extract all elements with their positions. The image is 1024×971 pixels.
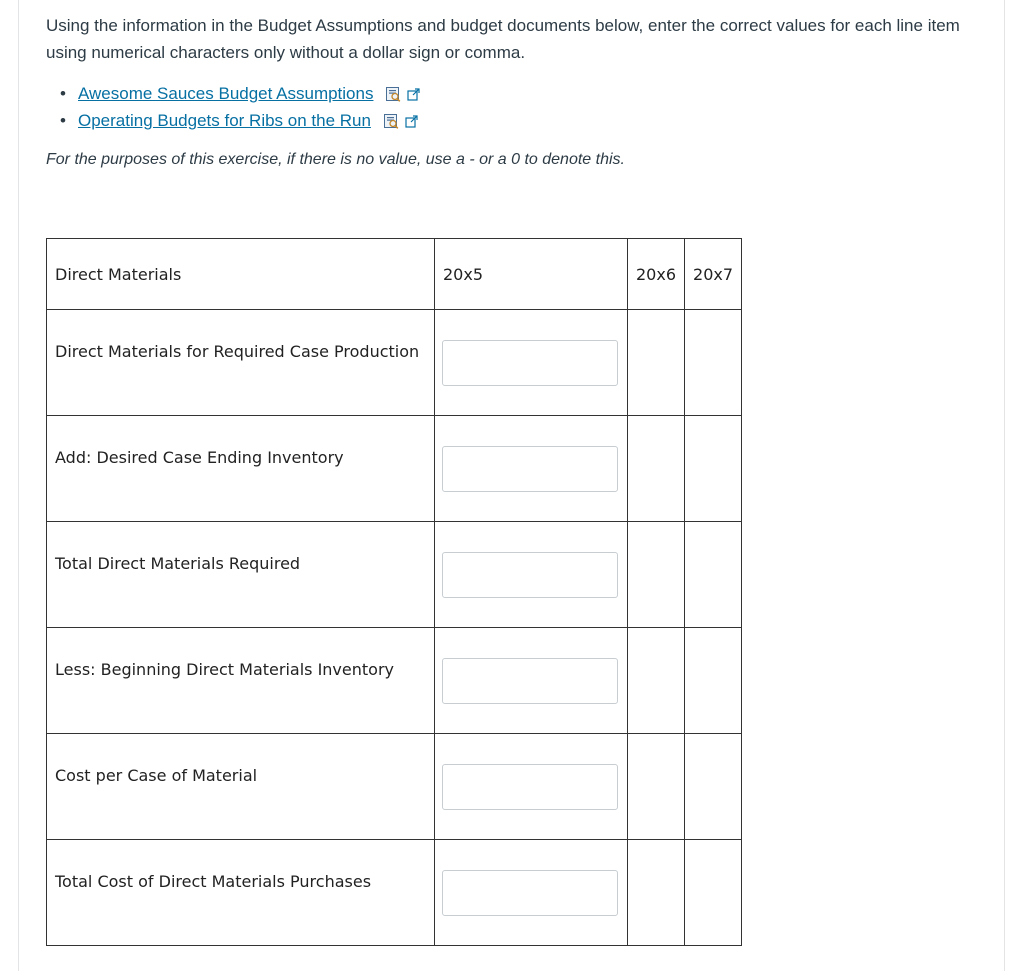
list-item	[60, 80, 966, 107]
list-item	[60, 107, 966, 134]
table-row	[47, 840, 742, 946]
row-label: Direct Materials for Required Case Production	[55, 342, 420, 361]
empty-cell	[685, 416, 742, 522]
answer-input-ending-inventory[interactable]	[442, 446, 618, 492]
row-label: Total Cost of Direct Materials Purchases	[55, 872, 372, 891]
row-label-cell	[47, 734, 435, 840]
document-preview-icon[interactable]	[385, 86, 401, 102]
answer-input-cost-per-case[interactable]	[442, 764, 618, 810]
row-label: Add: Desired Case Ending Inventory	[55, 448, 344, 467]
empty-cell	[628, 522, 685, 628]
empty-cell	[628, 416, 685, 522]
answer-cell	[435, 628, 628, 734]
row-label: Total Direct Materials Required	[55, 554, 301, 573]
column-header-20x7: 20x7	[685, 239, 742, 310]
column-header-20x5: 20x5	[435, 239, 628, 310]
bullet: •	[60, 84, 66, 103]
external-link-icon	[405, 115, 418, 128]
table-row	[47, 628, 742, 734]
direct-materials-budget-table	[46, 238, 742, 946]
table-row	[47, 416, 742, 522]
table-row	[47, 734, 742, 840]
answer-cell	[435, 840, 628, 946]
row-label-cell	[47, 310, 435, 416]
empty-cell	[628, 310, 685, 416]
operating-budgets-link[interactable]: Operating Budgets for Ribs on the Run	[78, 111, 371, 130]
empty-cell	[685, 522, 742, 628]
answer-input-total-cost[interactable]	[442, 870, 618, 916]
answer-input-beginning-inventory[interactable]	[442, 658, 618, 704]
answer-input-total-required[interactable]	[442, 552, 618, 598]
bullet: •	[60, 111, 66, 130]
table-row	[47, 522, 742, 628]
instruction-note: For the purposes of this exercise, if there is no value, use a - or a 0 to denote this.	[46, 151, 625, 168]
instructions-text: Using the information in the Budget Assumptions and budget documents below, enter the correct values for each line item using numerical characters only without a dollar sign or comma.	[46, 16, 960, 62]
row-label-cell	[47, 840, 435, 946]
answer-cell	[435, 522, 628, 628]
empty-cell	[685, 734, 742, 840]
row-label: Cost per Case of Material	[55, 766, 258, 785]
budget-assumptions-link[interactable]: Awesome Sauces Budget Assumptions	[78, 84, 374, 103]
empty-cell	[628, 840, 685, 946]
document-preview-icon[interactable]	[383, 113, 399, 129]
table-row	[47, 310, 742, 416]
row-label-cell	[47, 522, 435, 628]
row-label: Less: Beginning Direct Materials Inventory	[55, 660, 394, 679]
row-label-cell	[47, 416, 435, 522]
question-content	[46, 12, 966, 172]
empty-cell	[628, 734, 685, 840]
table-title: Direct Materials	[47, 239, 435, 310]
empty-cell	[685, 628, 742, 734]
document-links	[46, 80, 966, 134]
empty-cell	[685, 310, 742, 416]
column-header-20x6: 20x6	[628, 239, 685, 310]
table-header-row	[47, 239, 742, 310]
answer-cell	[435, 734, 628, 840]
answer-cell	[435, 310, 628, 416]
empty-cell	[628, 628, 685, 734]
answer-cell	[435, 416, 628, 522]
empty-cell	[685, 840, 742, 946]
row-label-cell	[47, 628, 435, 734]
answer-input-required-case-production[interactable]	[442, 340, 618, 386]
external-link-icon	[407, 88, 420, 101]
